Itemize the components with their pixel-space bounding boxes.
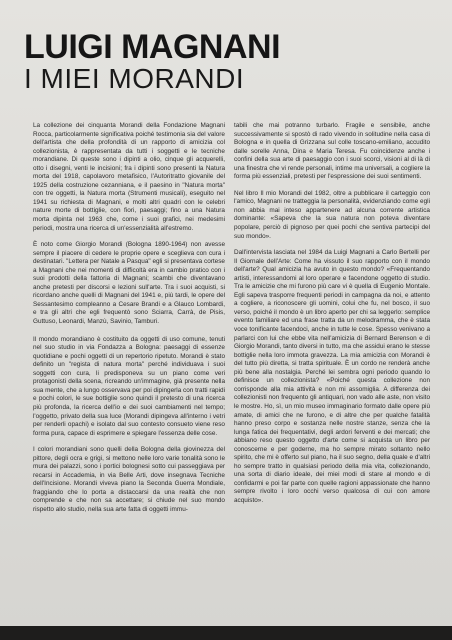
paragraph: tabili che mai potranno turbarlo. Fragile e sensibile, anche successivamente si spostò di rado vivendo in solitudine nella casa di Bologna e in quella di Grizzana sul colle toscano-emiliano, accudito dalle sorelle Anna, Dina e Maria Teresa. Fu coincidenze anche i confini della sua arte di paesaggio con i suoi scorci, visioni al di là di una finestra che vi rende personali, intime ma universali, a cogliere la forma più essenziali, pretesti per l'espressione dei suoi sentimenti. xyxy=(234,122,430,181)
paragraph: La collezione dei cinquanta Morandi della Fondazione Magnani Rocca, particolarmente significativa poiché testimonia sia del valore dell'artista che della profondità di un rapporto di amicizia col collezionista, è rappresentata da tutti i soggetti e le tecniche morandiane. Di queste sono i dipinti a olio, cinque gli acquerelli, otto i disegni, venti le incisioni; fra i dipinti sono presenti la Natura morta del 1918, capolavoro metafisico, l'Autoritratto giovanile del 1925 della costruzione cezanniana, e il paesino in "Natura morta" con tre oggetti, la Natura morta (Strumenti musicali), eseguito nel 1941 su richiesta di Magnani, e molti altri quadri con le celebri nature morte di bottiglie, con fiori, paesaggi; fino a una Natura morta dipinta nel 1963 che, come i suoi grafici, nei medesimi periodi, mostra una ricerca di un'essenzialità all'estremo. xyxy=(33,122,225,232)
floor-shadow xyxy=(0,626,452,640)
text-column-left xyxy=(33,122,225,523)
paragraph: È noto come Giorgio Morandi (Bologna 1890-1964) non avesse sempre il piacere di cedere le proprie opere e sceglieva con cura i destinatari. "Lettera per Natale a Pasqua" egli si presentava cortese a Magnani che nei momenti di difficoltà era in cambio pratico con i suoi prodotti della fattoria di Magnani; scambi che diventavano anche pretesti per discorsi e lezioni sull'arte. Tra i suoi acquisti, si ricordano anche quelli di Magnani del 1941 e, più tardi, le opere del Sessantesimo compleanno a Cesare Brandi e a Glauco Lombardi, e tra gli altri che egli frequentò sono Sciarra, Carrà, de Pisis, Guttuso, Leonardi, Manzù, Savinio, Tamburi. xyxy=(33,241,225,326)
panel-subtitle: I MIEI MORANDI xyxy=(24,63,245,94)
paragraph: Il mondo morandiano è costituito da oggetti di uso comune, tenuti nel suo studio in via Fondazza a Bologna: paesaggi di essenze quotidiane e pochi oggetti di un repertorio ripetuto. Morandi è stato definito un "regista di natura morta" perché individuava i suoi soggetti con cura, li predisponeva su un piano come veri protagonisti della scena, ricreando un'immagine, già presente nella sua mente, che a lungo osservava per poi dipingerla con tratti rapidi e pochi colori, le sue bottiglie sono quindi il pretesto di una ricerca più profonda, la ricerca dell'io e dei suoi cambiamenti nel tempo; l'oggetto, privato della sua luce (Morandi dipingeva all'interno i vetri per renderli opachi) e isolato dal suo contesto consueto viene reso forma pura, capace di esprimere e spiegare l'essenza delle cose. xyxy=(33,335,225,437)
paragraph: Dall'intervista lasciata nel 1984 da Luigi Magnani a Carlo Bertelli per Il Giornale dell'Arte: Come ha vissuto il suo rapporto con il mondo dell'arte? Qual amicizia ha avuto in questo mondo? «Frequentando artisti, interessandomi al loro operare e facendone oggetto di studio. Tra le amicizie che mi furono più care vi è quella di Eugenio Montale. Egli sapeva trasporre frequenti periodi in campagna da noi, e attento a cogliere, a riconoscere gli uomini, colui che fu, nel bosco, il suo verso, poiché il mondo è un libro aperto per chi sa leggerlo: semplice evento familiare ed una frase tratta da un melodramma, che è stata voce tonificante facendoci, anche in tutte le cose. Spesso venivano a parlarci con lui che ebbe vita nell'amicizia di Bernard Berenson e di Giorgio Morandi, tanto diversi in tutto, ma che assidui erano le stesse bottiglie nella loro immota gravezza. La mia amicizia con Morandi è del tutto più diretta, si tratta spirituale. È un cordo ne renderà anche più bene alla nostalgia. Perché lei sembra ogni periodo quando lo definisce un collezionista? «Poiché questa collezione non corrisponde alla mia attività e non mi assomiglia. A differenza dei collezionisti non frequento gli antiquari, non vado alle aste, non visito le mostre. Ho, sì, un mio museo immaginario formato dalle opere più amate, di amici che ne furono, e di altre che per qualche fatalità hanno preso corpo e sostanza nelle nostre stanze, senza che la lunga fatica dei frequentativi, degli ardori ferventi e dei mercati; che abbiano reso questo oggetto d'arte come si acquista un libro per conoscerne e per goderne, ma ho sempre mirato soltanto nello spirito, che mi è offerto sul piano, ha il suo segno, della quale e d'altri ho sempre tratto in qualsiasi periodo della mia vita, collezionando, una sorta di diario ideale, dei miei modi di stare al mondo e di confidarmi e poi far parte con quelle ragioni appassionate che hanno sempre rivolto i loro occhi verso qualcosa di cui con amore acquisto». xyxy=(234,249,430,504)
paragraph: Nel libro Il mio Morandi del 1982, oltre a pubblicare il carteggio con l'amico, Magnani ne tratteggia la personalità, evidenziando come egli non abbia mai inteso appartenere ad alcuna corrente artistica dominante: «Sapeva che la sua natura non poteva diventare popolare, perciò di pignoso per quei pochi che sentiva partecipi del suo mondo». xyxy=(234,189,430,240)
panel-title: LUIGI MAGNANI xyxy=(24,28,281,66)
paragraph: I colori morandiani sono quelli della Bologna della giovinezza del pittore, degli ocra e grigi, si mettono nelle loro varie tonalità sono le mura dei palazzi, sono i portici bolognesi sotto cui passeggiava per recarsi in Accademia, in via Belle Arti, dove insegnava Tecniche dell'Incisione. Morandi viveva piano la Seconda Guerra Mondiale, fraggiando che lo porta a distaccarsi da una realtà che non comprende e che non sa accettare; si chiude nel suo mondo rispetto allo studio, nella sua arte fatta di oggetti immu- xyxy=(33,446,225,513)
text-column-right xyxy=(234,122,430,514)
